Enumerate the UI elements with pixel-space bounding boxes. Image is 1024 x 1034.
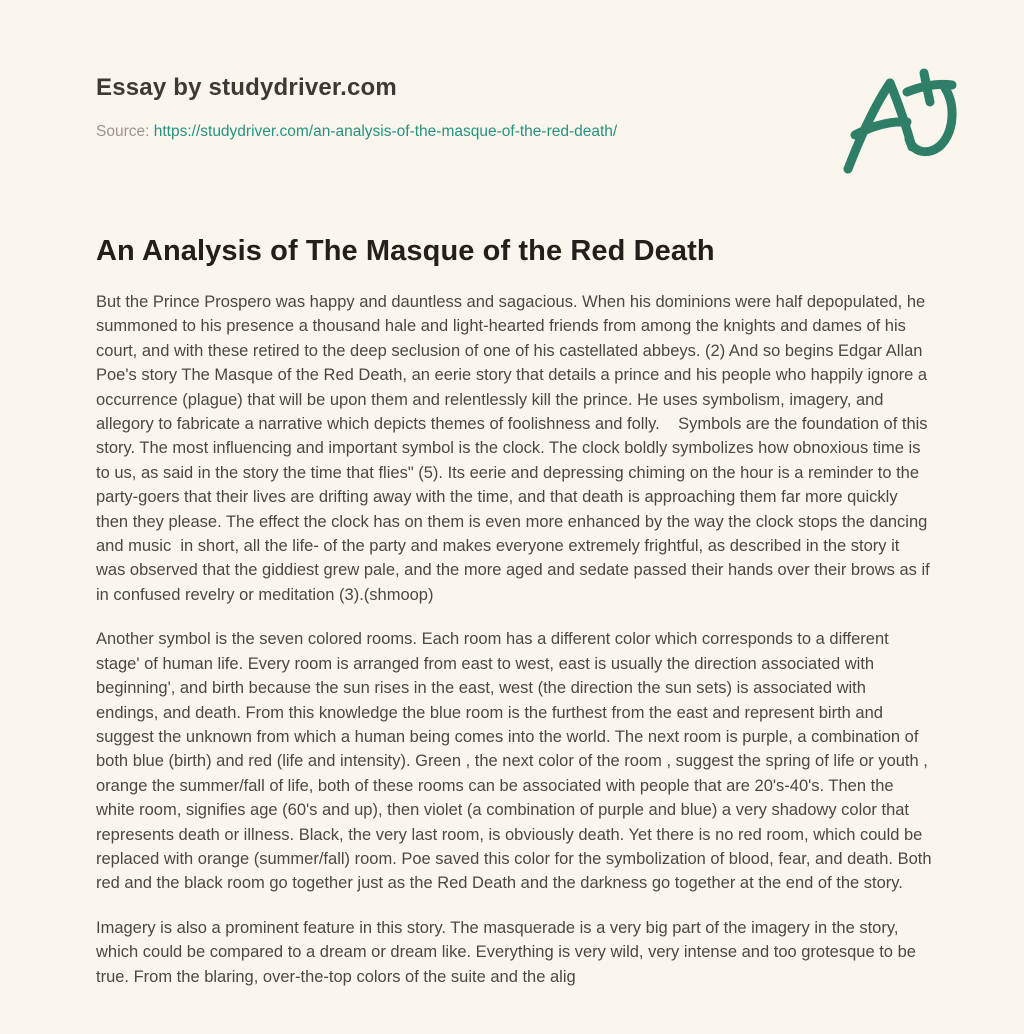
essay-by-heading: Essay by studydriver.com: [96, 74, 397, 101]
source-url-link[interactable]: https://studydriver.com/an-analysis-of-the-masque-of-the-red-death/: [153, 123, 618, 140]
essay-body: [96, 290, 937, 989]
source-line: [96, 123, 932, 141]
document-header: [96, 74, 932, 141]
essay-paragraph: But the Prince Prospero was happy and dauntless and sagacious. When his dominions were half depopulated, he summoned to his presence a thousand hale and light-hearted friends from among the knights and dames of his court, and with these retired to the deep seclusion of one of his castellated abbeys. (2) And so begins Edgar Allan Poe's story The Masque of the Red Death, an eerie story that details a prince and his people who happily ignore a occurrence (plague) that will be upon them and relentlessly kill the prince. He uses symbolism, imagery, and allegory to fabricate a narrative which depicts themes of foolishness and folly. Symbols are the foundation of this story. The most influencing and important symbol is the clock. The clock boldly symbolizes how obnoxious time is to us, as said in the story the time that flies" (5). Its eerie and depressing chiming on the hour is a reminder to the party-goers that their lives are drifting away with the time, and that death is approaching them far more quickly then they please. The effect the clock has on them is even more enhanced by the way the clock stops the dancing and music in short, all the life- of the party and makes everyone extremely frightful, as described in the story it was observed that the giddiest grew pale, and the more aged and sedate passed their hands over their brows as if in confused revelry or meditation (3).(shmoop): [96, 293, 935, 604]
a-plus-logo-icon: [814, 60, 964, 180]
source-label: Source:: [96, 123, 150, 140]
page-title: An Analysis of The Masque of the Red Death: [96, 235, 715, 267]
essay-paragraph: Another symbol is the seven colored rooms. Each room has a different color which corresponds to a different stage' of human life. Every room is arranged from east to west, east is usually the direction associated with beginning', and birth because the sun rises in the east, west (the direction the sun sets) is associated with endings, and death. From this knowledge the blue room is the furthest from the east and represent birth and suggest the unknown from which a human being comes into the world. The next room is purple, a combination of both blue (birth) and red (life and intensity). Green , the next color of the room , suggest the spring of life or youth , orange the summer/fall of life, both of these rooms can be associated with people that are 20's-40's. Then the white room, signifies age (60's and up), then violet (a combination of purple and blue) a very shadowy color that represents death or illness. Black, the very last room, is obviously death. Yet there is no red room, which could be replaced with orange (summer/fall) room. Poe saved this color for the symbolization of blood, fear, and death. Both red and the black room go together just as the Red Death and the darkness go together at the end of the story.: [96, 630, 937, 893]
essay-paragraph: Imagery is also a prominent feature in this story. The masquerade is a very big part of the imagery in the story, which could be compared to a dream or dream like. Everything is very wild, very intense and too grotesque to be true. From the blaring, over-the-top colors of the suite and the alig: [96, 918, 921, 986]
